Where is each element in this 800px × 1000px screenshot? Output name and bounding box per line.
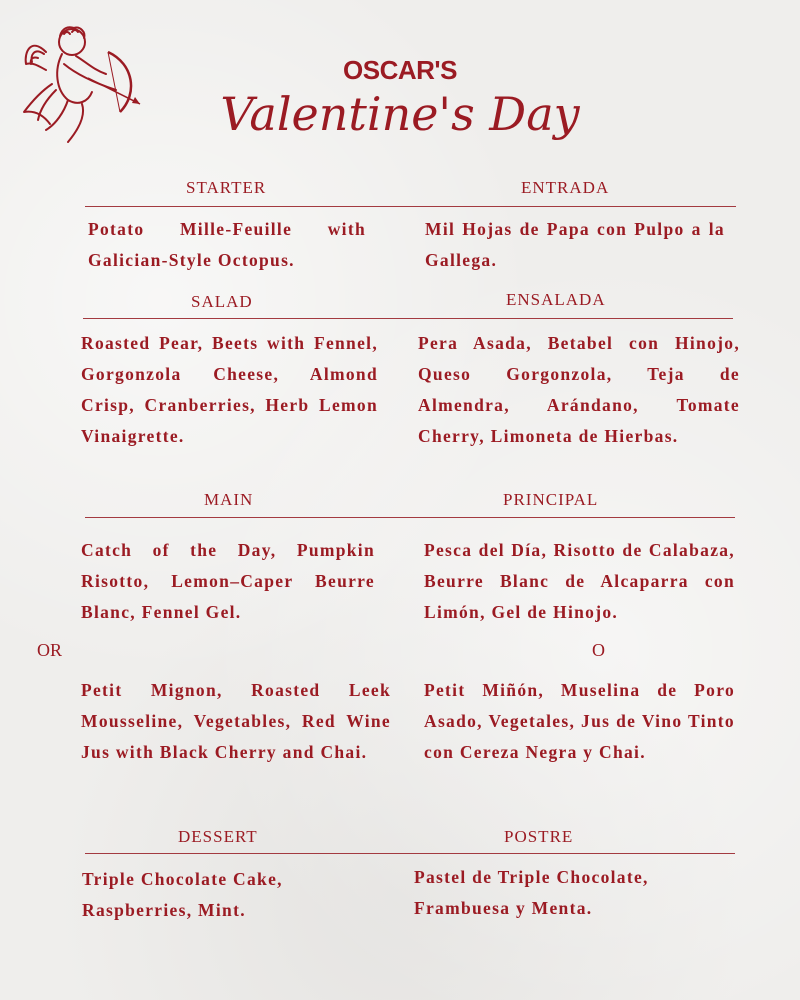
- starter-heading: STARTER: [186, 178, 267, 197]
- dessert-en: Triple Chocolate Cake, Raspberries, Mint.: [82, 869, 283, 920]
- title-text: Valentine's Day: [220, 87, 580, 141]
- ensalada-heading: ENSALADA: [506, 290, 606, 309]
- main-heading: MAIN: [204, 490, 254, 509]
- main-option2-es: Petit Miñón, Muselina de Poro Asado, Vegetales, Jus de Vino Tinto con Cereza Negra y Chai.: [424, 680, 735, 762]
- divider: [85, 853, 735, 854]
- divider: [85, 206, 736, 207]
- dessert-heading: DESSERT: [178, 827, 258, 846]
- salad-en: Roasted Pear, Beets with Fennel, Gorgonzola Cheese, Almond Crisp, Cranberries, Herb Lemon Vinaigrette.: [81, 333, 378, 446]
- cupid-illustration-icon: [16, 12, 146, 162]
- postre-heading: POSTRE: [504, 827, 574, 846]
- main-option2-en: Petit Mignon, Roasted Leek Mousseline, Vegetables, Red Wine Jus with Black Cherry and Chai.: [81, 680, 391, 762]
- divider: [83, 318, 733, 319]
- salad-es: Pera Asada, Betabel con Hinojo, Queso Gorgonzola, Teja de Almendra, Arándano, Tomate Cherry, Limoneta de Hierbas.: [418, 333, 740, 446]
- valentines-day-title: [220, 72, 580, 172]
- dessert-es: Pastel de Triple Chocolate, Frambuesa y Menta.: [414, 867, 649, 918]
- or-label: OR: [37, 640, 63, 660]
- o-label: O: [592, 640, 605, 660]
- salad-heading: SALAD: [191, 292, 253, 311]
- starter-en: Potato Mille-Feuille with Galician-Style Octopus.: [88, 219, 366, 270]
- main-option1-es: Pesca del Día, Risotto de Calabaza, Beurre Blanc de Alcaparra con Limón, Gel de Hinojo.: [424, 540, 735, 622]
- principal-heading: PRINCIPAL: [503, 490, 599, 509]
- main-option1-en: Catch of the Day, Pumpkin Risotto, Lemon–Caper Beurre Blanc, Fennel Gel.: [81, 540, 375, 622]
- starter-es: Mil Hojas de Papa con Pulpo a la Gallega.: [425, 219, 725, 270]
- brand-name: OSCAR'S: [343, 55, 457, 85]
- divider: [85, 517, 735, 518]
- entrada-heading: ENTRADA: [521, 178, 610, 197]
